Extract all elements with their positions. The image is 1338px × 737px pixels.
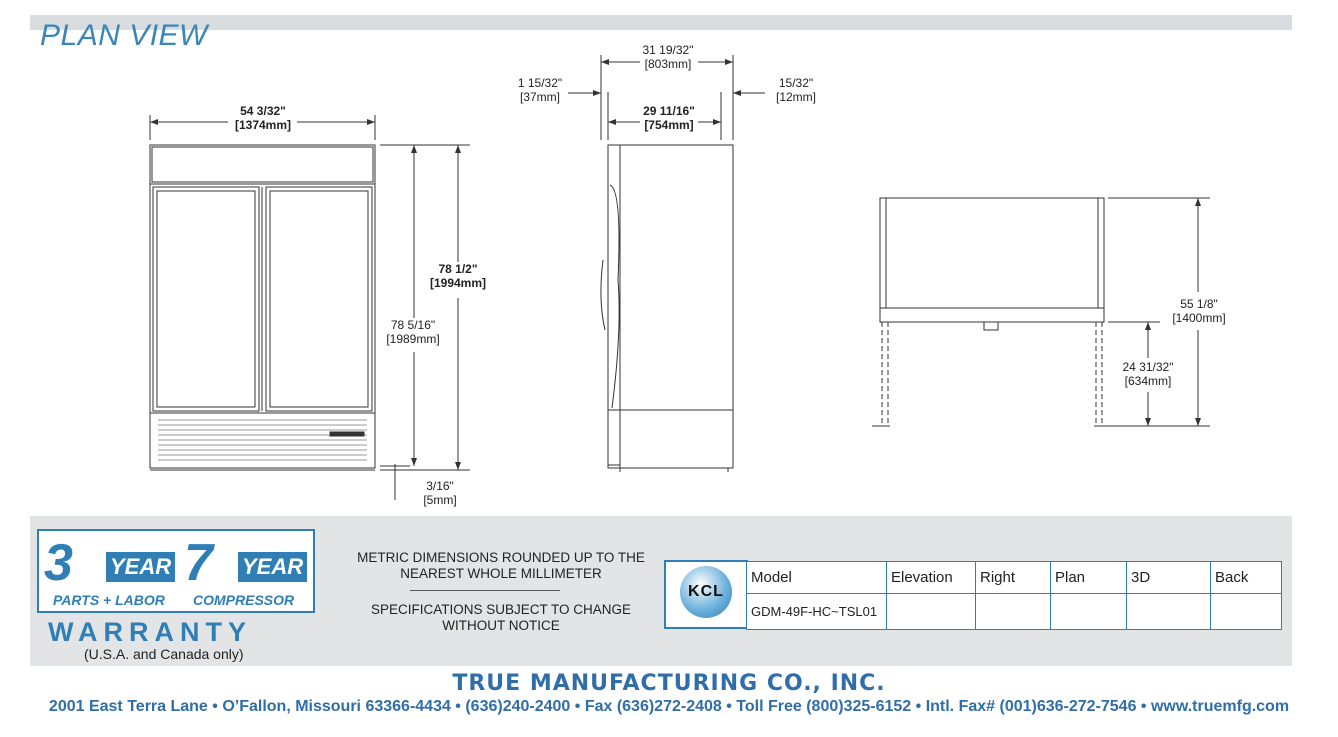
- metric-note-line1: METRIC DIMENSIONS ROUNDED UP TO THE: [357, 550, 645, 565]
- warranty-compressor-label: COMPRESSOR: [193, 592, 295, 608]
- warranty-parts-label: PARTS + LABOR: [53, 592, 165, 608]
- warranty-compressor-year-label: YEAR: [238, 552, 307, 582]
- company-name: TRUE MANUFACTURING CO., INC.: [452, 671, 886, 696]
- front-foot-label: [410, 479, 470, 507]
- warranty-compressor-years: 7: [184, 534, 213, 592]
- front-height-mm: [1994mm]: [429, 276, 487, 290]
- front-height-inches: 78 1/2": [438, 262, 478, 276]
- cell-back: [1211, 594, 1282, 630]
- side-back-label: [766, 76, 826, 104]
- plan-door-label: [1116, 360, 1180, 388]
- header-plan: Plan: [1051, 562, 1127, 594]
- metric-note-line2: NEAREST WHOLE MILLIMETER: [400, 566, 602, 581]
- plan-total-label: [1166, 297, 1232, 325]
- metric-note: [340, 550, 662, 582]
- spec-note-line1: SPECIFICATIONS SUBJECT TO CHANGE: [370, 602, 632, 617]
- plan-door-inches: 24 31/32": [1122, 360, 1174, 374]
- front-width-label: [228, 104, 298, 132]
- front-elevation-drawing: [150, 115, 470, 500]
- header-elevation: Elevation: [887, 562, 976, 594]
- warranty-parts-year-label: YEAR: [106, 552, 175, 582]
- plan-total-mm: [1400mm]: [1172, 311, 1226, 325]
- front-inner-height-label: [380, 318, 446, 346]
- cell-model: GDM-49F-HC~TSL01: [747, 594, 887, 630]
- spec-note-line2: WITHOUT NOTICE: [442, 618, 560, 633]
- header-3d: 3D: [1127, 562, 1211, 594]
- side-depth-mm: [754mm]: [644, 118, 694, 132]
- front-inner-height-mm: [1989mm]: [386, 332, 440, 346]
- side-overall-mm: [803mm]: [644, 57, 692, 71]
- plan-door-mm: [634mm]: [1124, 374, 1172, 388]
- front-foot-inches: 3/16": [426, 479, 454, 493]
- front-height-label: [423, 262, 493, 290]
- warranty-word: WARRANTY: [48, 617, 252, 647]
- side-back-inches: 15/32": [778, 76, 814, 90]
- header-model: Model: [747, 562, 887, 594]
- cell-3d: [1127, 594, 1211, 630]
- company-address: 2001 East Terra Lane • O’Fallon, Missouri 63366-4434 • (636)240-2400 • Fax (636)272-2408 • Toll Free (800)325-6152 • Intl. Fax# (001)636-272-7546 • www.truemfg.com: [48, 698, 1290, 715]
- side-back-mm: [12mm]: [775, 90, 816, 104]
- spec-table-row: [747, 594, 1282, 630]
- cell-elevation: [887, 594, 976, 630]
- side-door-mm: [37mm]: [519, 90, 560, 104]
- warranty-region: (U.S.A. and Canada only): [84, 646, 244, 662]
- side-overall-label: [632, 43, 704, 71]
- plan-total-inches: 55 1/8": [1180, 297, 1218, 311]
- side-overall-inches: 31 19/32": [642, 43, 694, 57]
- warranty-parts-years: 3: [44, 534, 73, 592]
- front-foot-mm: [5mm]: [423, 493, 457, 507]
- side-door-inches: 1 15/32": [517, 76, 563, 90]
- header-right: Right: [976, 562, 1051, 594]
- page-title: PLAN VIEW: [40, 19, 208, 52]
- plan-top-drawing: [872, 198, 1210, 426]
- kcl-logo-text: KCL: [688, 583, 724, 600]
- header-back: Back: [1211, 562, 1282, 594]
- spec-table-header-row: [747, 562, 1282, 594]
- cell-right: [976, 594, 1051, 630]
- cell-plan: [1051, 594, 1127, 630]
- side-depth-label: [634, 104, 704, 132]
- front-width-inches: 54 3/32": [240, 104, 286, 118]
- spec-table: [746, 561, 1282, 630]
- spec-note: [340, 602, 662, 634]
- side-depth-inches: 29 11/16": [643, 104, 695, 118]
- note-divider: [410, 590, 560, 591]
- front-width-mm: [1374mm]: [234, 118, 292, 132]
- front-inner-height-inches: 78 5/16": [390, 318, 436, 332]
- side-door-label: [510, 76, 570, 104]
